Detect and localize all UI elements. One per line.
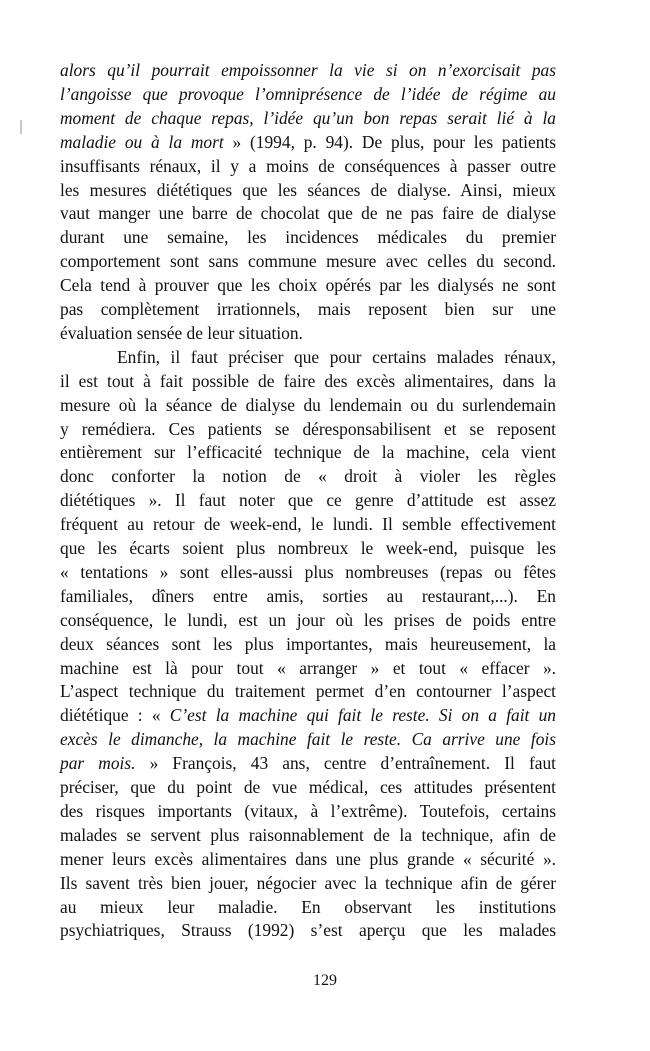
text-line — [60, 847, 556, 871]
text-line — [60, 584, 556, 608]
italic-text-run: l’angoisse que provoque l’omniprésence de l’idée de régime au — [60, 83, 556, 104]
text-line — [60, 823, 556, 847]
text-run: Cela tend à prouver que les choix opérés par les dialysés ne sont — [60, 275, 556, 296]
text-run: comportement sont sans commune mesure avec celles du second. — [60, 251, 556, 272]
text-run: insuffisants rénaux, il y a moins de conséquences à passer outre — [60, 155, 556, 176]
italic-text-run: C’est la machine qui fait le reste. Si on a fait un — [169, 705, 557, 726]
text-run: au mieux leur maladie. En observant les institutions — [60, 896, 556, 917]
text-line — [60, 393, 556, 417]
text-run: » (1994, p. 94). De plus, pour les patients — [223, 131, 556, 152]
text-run: machine est là pour tout « arranger » et tout « effacer ». — [60, 657, 556, 678]
italic-text-run: moment de chaque repas, l’idée qu’un bon repas serait lié à la — [60, 107, 556, 128]
page-number: 129 — [313, 972, 337, 989]
text-line — [60, 632, 556, 656]
text-run: « tentations » sont elles-aussi plus nombreuses (repas ou fêtes — [60, 561, 556, 582]
text-line — [60, 225, 556, 249]
text-line — [60, 560, 556, 584]
text-line — [60, 178, 556, 202]
italic-text-run: excès le dimanche, la machine fait le reste. Ca arrive une fois — [60, 729, 556, 750]
text-run: entièrement sur l’efficacité technique de la machine, cela vient — [60, 442, 556, 463]
text-run: vaut manger une barre de chocolat que de ne pas faire de dialyse — [60, 203, 556, 224]
italic-text-run: maladie ou à la mort — [60, 131, 224, 152]
text-line — [60, 775, 556, 799]
text-line — [60, 536, 556, 560]
text-line — [60, 201, 556, 225]
text-run: des risques importants (vitaux, à l’extrême). Toutefois, certains — [60, 800, 556, 821]
text-run: deux séances sont les plus importantes, mais heureusement, la — [60, 633, 556, 654]
text-run: il est tout à fait possible de faire des excès alimentaires, dans la — [60, 370, 556, 391]
text-run: donc conforter la notion de « droit à violer les règles — [60, 466, 556, 487]
text-line — [60, 297, 556, 321]
text-run: préciser, que du point de vue médical, ces attitudes présentent — [60, 777, 556, 797]
text-line — [60, 727, 556, 751]
text-run: évaluation sensée de leur situation. — [60, 322, 303, 343]
text-line — [60, 703, 556, 727]
text-line — [60, 895, 556, 919]
text-line — [60, 321, 556, 345]
text-run: les mesures diététiques que les séances de dialyse. Ainsi, mieux — [60, 179, 556, 200]
text-run: diététique : « — [60, 705, 170, 726]
text-line — [60, 273, 556, 297]
text-run: » François, 43 ans, centre d’entraînement. Il faut — [135, 753, 556, 774]
text-line — [60, 488, 556, 512]
text-run: Enfin, il faut préciser que pour certains malades rénaux, — [117, 346, 556, 367]
text-run: diététiques ». Il faut noter que ce genre d’attitude est assez — [60, 490, 556, 511]
text-run: psychiatriques, Strauss (1992) s’est aperçu que les malades — [60, 920, 556, 941]
text-run: y remédiera. Ces patients se déresponsabilisent et se reposent — [60, 418, 556, 439]
text-run: fréquent au retour de week-end, le lundi. Il semble effectivement — [60, 514, 556, 535]
text-line — [117, 345, 556, 369]
text-line — [60, 871, 556, 895]
text-line — [60, 154, 556, 178]
text-line — [60, 440, 556, 464]
text-line — [60, 58, 556, 82]
text-run: malades se servent plus raisonnablement de la technique, afin de — [60, 824, 556, 845]
text-line — [60, 799, 556, 823]
text-line — [60, 751, 556, 775]
text-run: durant une semaine, les incidences médicales du premier — [60, 227, 556, 248]
text-line — [60, 608, 556, 632]
italic-text-run: par mois. — [60, 753, 136, 774]
text-line — [60, 512, 556, 536]
text-run: que les écarts soient plus nombreux le week-end, puisque les — [60, 538, 556, 558]
text-run: mener leurs excès alimentaires dans une plus grande « sécurité ». — [60, 848, 556, 869]
text-run: conséquence, le lundi, est un jour où les prises de poids entre — [60, 609, 556, 630]
text-run: L’aspect technique du traitement permet d’en contourner l’aspect — [60, 681, 556, 702]
text-run: pas complètement irrationnels, mais reposent bien sur une — [60, 299, 556, 319]
text-run: Ils savent très bien jouer, négocier avec la technique afin de gérer — [60, 872, 556, 893]
text-line — [60, 369, 556, 393]
text-line — [60, 464, 556, 488]
text-line — [60, 130, 556, 154]
text-line — [60, 106, 556, 130]
italic-text-run: alors qu’il pourrait empoissonner la vie si on n’exorcisait pas — [60, 60, 556, 80]
text-line — [60, 656, 556, 680]
text-line — [60, 82, 556, 106]
text-line — [60, 249, 556, 273]
scan-speck — [20, 120, 22, 134]
text-line — [60, 417, 556, 441]
text-line — [60, 918, 556, 942]
text-run: mesure où la séance de dialyse du lendemain ou du surlendemain — [60, 394, 556, 415]
text-line — [60, 679, 556, 703]
text-run: familiales, dîners entre amis, sorties au restaurant,...). En — [60, 585, 556, 606]
